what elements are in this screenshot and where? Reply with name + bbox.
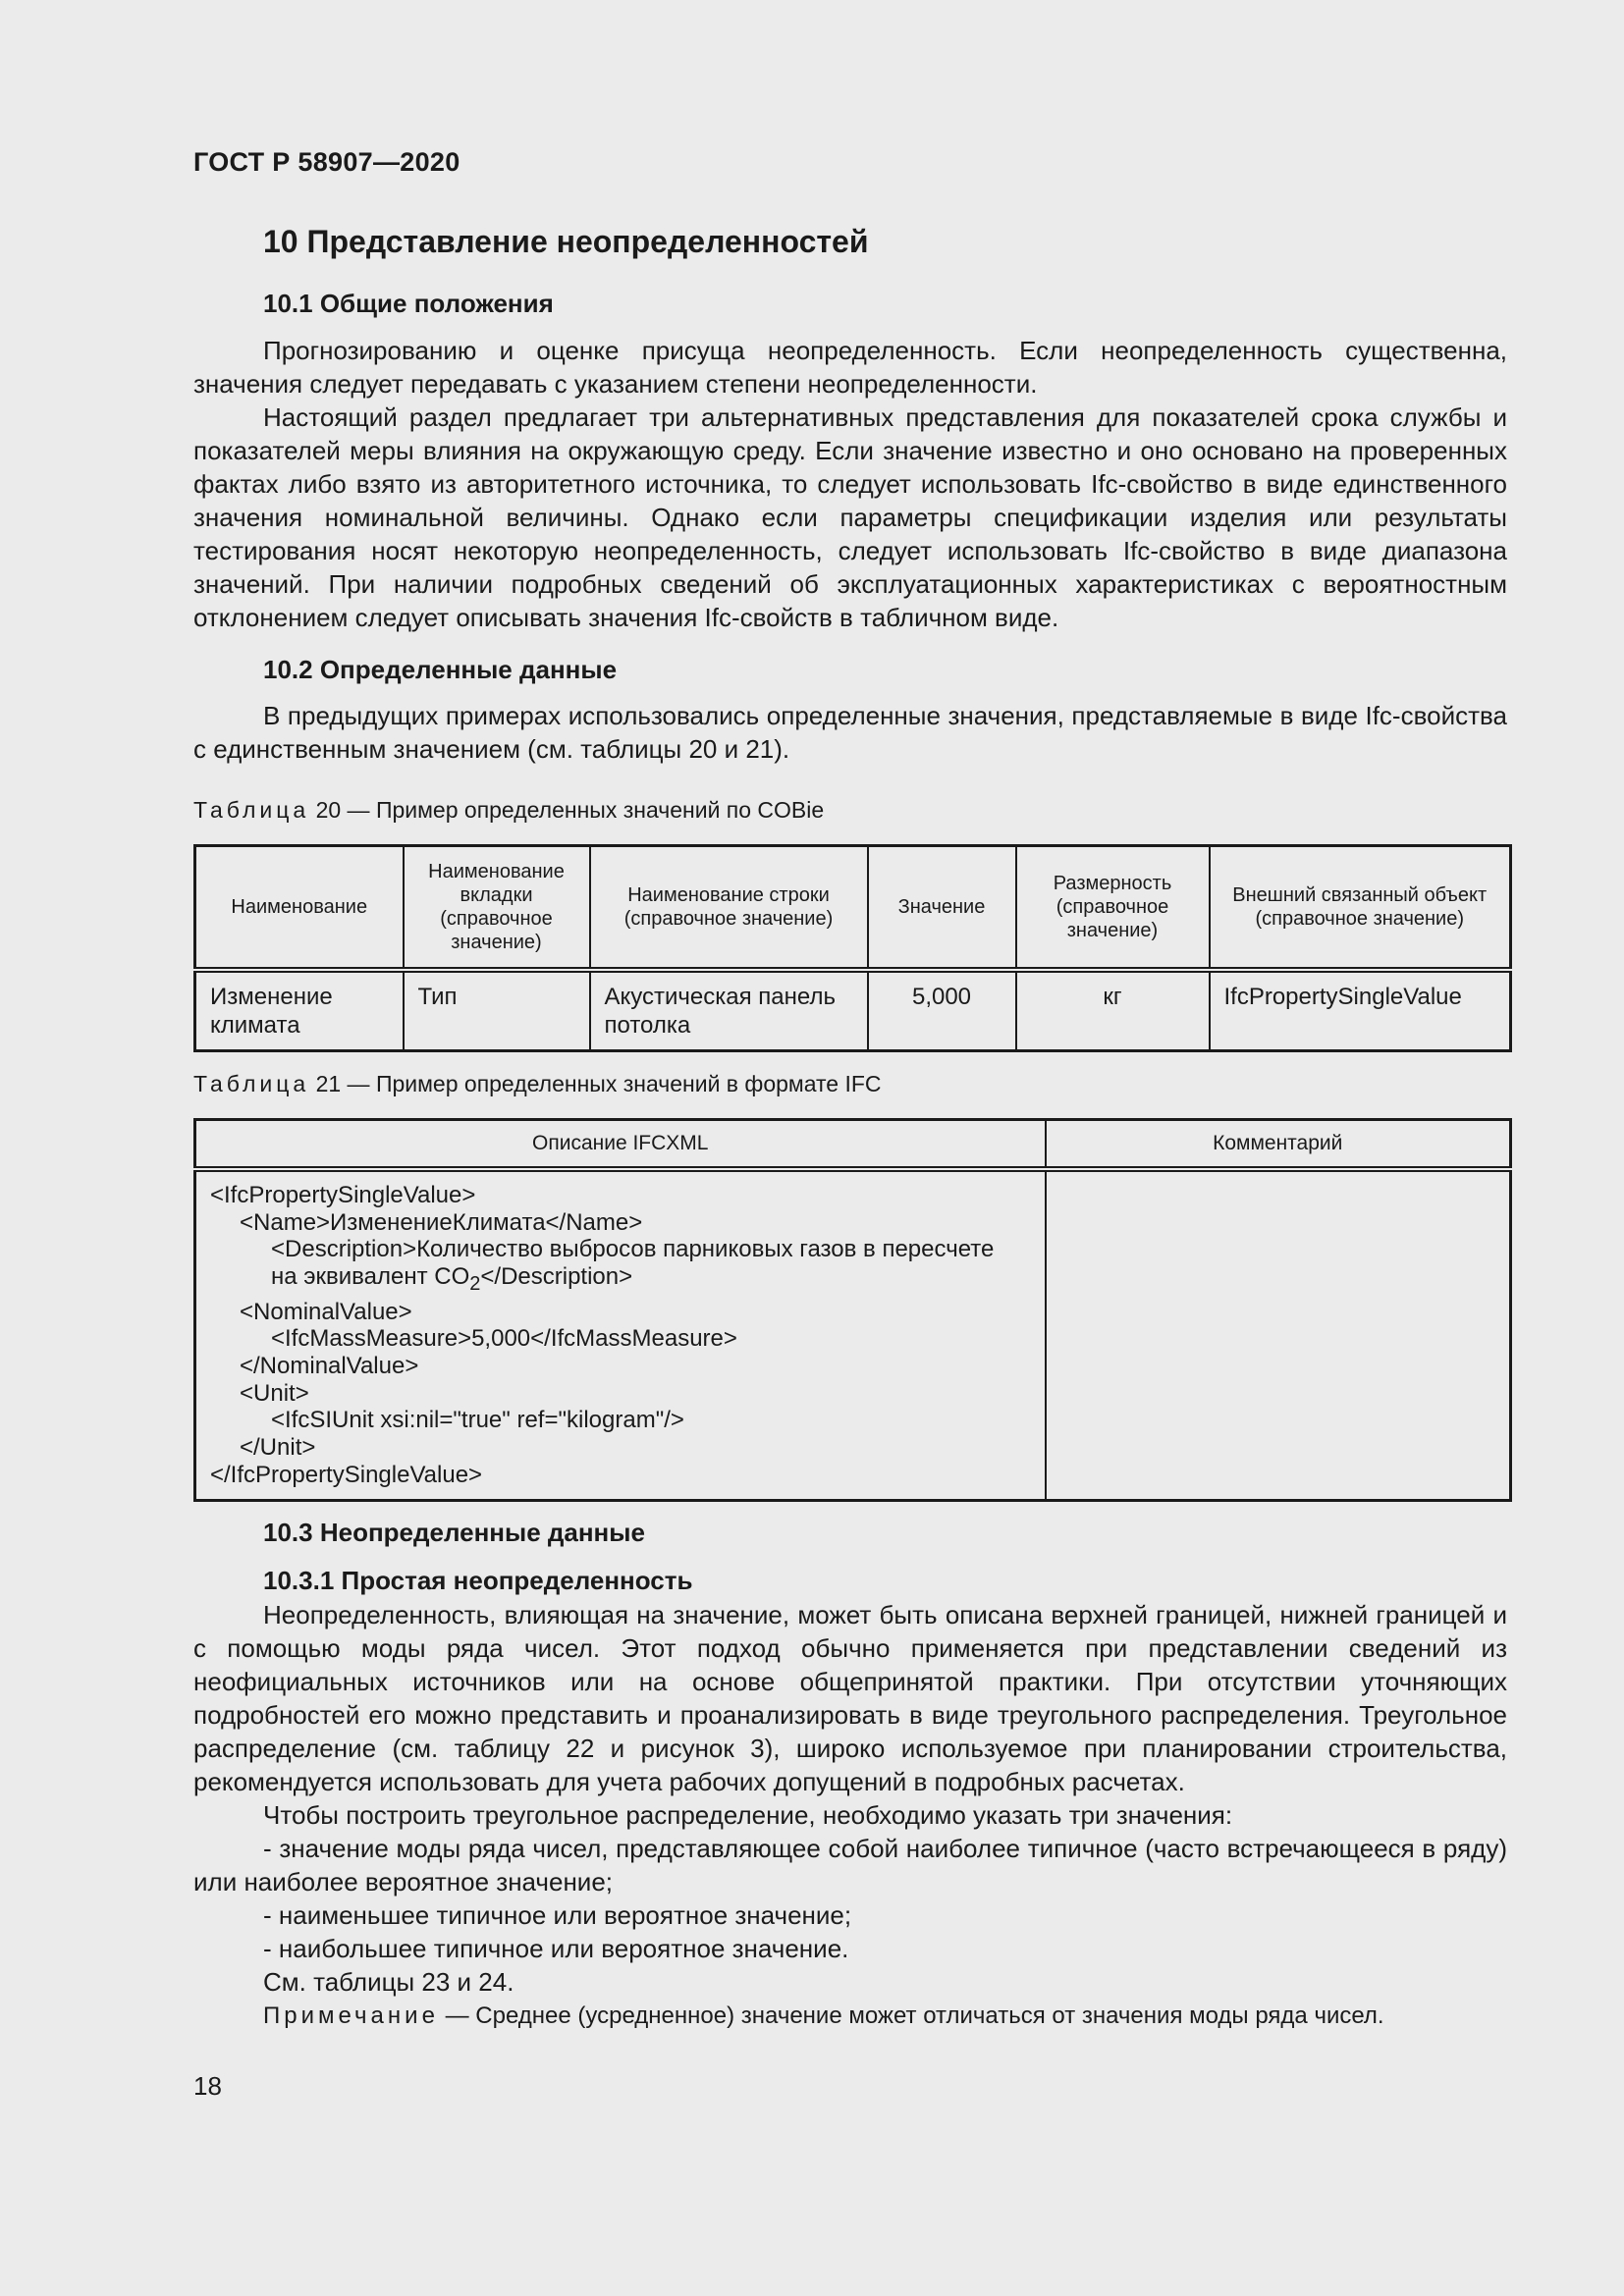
- column-header: Размерность (справочное значение): [1016, 846, 1210, 971]
- column-header: Комментарий: [1046, 1120, 1511, 1170]
- paragraph: См. таблицы 23 и 24.: [263, 1967, 514, 1997]
- list-item: - наибольшее типичное или вероятное значение.: [263, 1934, 849, 1963]
- column-header: Внешний связанный объект (справочное значение): [1210, 846, 1511, 971]
- table-cell: кг: [1016, 970, 1210, 1051]
- xml-line: <NominalValue>: [240, 1298, 412, 1325]
- note: [263, 2002, 1384, 2030]
- xml-line: <IfcPropertySingleValue>: [210, 1182, 476, 1208]
- paragraph: Неопределенность, влияющая на значение, может быть описана верхней границей, нижней границей и с помощью моды ряда чисел. Этот подход обычно применяется при представлении сведений из неофициальных источников или на основе общепринятой практики. При отсутствии уточняющих подробностей его можно представить и проанализировать в виде треугольного распределения. Треугольное распределение (см. таблицу 22 и рисунок 3), широко используемое при планировании строительства, рекомендуется использовать для учета рабочих допущений в подробных расчетах.: [193, 1600, 1507, 1796]
- table-cell: Изменение климата: [195, 970, 404, 1051]
- table-cell: Тип: [404, 970, 590, 1051]
- section-10-3-1-title: 10.3.1 Простая неопределенность: [263, 1566, 693, 1595]
- section-10-1-body: [193, 334, 1507, 634]
- paragraph: Настоящий раздел предлагает три альтернативных представления для показателей срока службы и показателей меры влияния на окружающую среду. Если значение известно и оно основано на проверенных фактах либо взято из авторитетного источника, то следует использовать Ifc-свойство в виде единственного значения номинальной величины. Однако если параметры спецификации изделия или результаты тестирования носят некоторую неопределенность, следует использовать Ifc-свойство в виде диапазона значений. При наличии подробных сведений об эксплуатационных характеристиках с вероятностным отклонением следует описывать значения Ifc-свойств в табличном виде.: [193, 402, 1507, 632]
- xml-description-cell: [195, 1169, 1046, 1500]
- note-label: Примечание: [263, 2002, 439, 2029]
- section-10-3-1-body: [193, 1598, 1507, 1999]
- section-10-2-body: [193, 699, 1507, 766]
- xml-text: </Description>: [480, 1263, 633, 1291]
- table-cell: IfcPropertySingleValue: [1210, 970, 1511, 1051]
- section-10-title: 10 Представление неопределенностей: [263, 224, 869, 259]
- xml-line: <Name>ИзменениеКлимата</Name>: [240, 1208, 643, 1236]
- document-header: ГОСТ Р 58907—2020: [193, 147, 460, 177]
- xml-line: <Description>Количество выбросов парниковых газов в пересчете: [271, 1236, 995, 1263]
- xml-line: [210, 1263, 1031, 1299]
- table-20-caption: [193, 797, 824, 824]
- section-10-1-title: 10.1 Общие положения: [263, 289, 554, 318]
- table-cell: 5,000: [868, 970, 1016, 1051]
- xml-line: <Unit>: [240, 1379, 309, 1407]
- column-header: Наименование вкладки (справочное значение): [404, 846, 590, 971]
- comment-cell: [1046, 1169, 1511, 1500]
- column-header: Значение: [868, 846, 1016, 971]
- table-label: Таблица: [193, 1071, 310, 1096]
- column-header: Наименование: [195, 846, 404, 971]
- table-cell: Акустическая панель потолка: [590, 970, 868, 1051]
- table-label: Таблица: [193, 797, 310, 823]
- table-caption-text: 20 — Пример определенных значений по COBie: [309, 797, 825, 823]
- xml-line: <IfcMassMeasure>5,000</IfcMassMeasure>: [271, 1325, 737, 1353]
- table-21: [193, 1118, 1512, 1502]
- xml-line: </IfcPropertySingleValue>: [210, 1461, 483, 1488]
- paragraph: Прогнозированию и оценке присуща неопределенность. Если неопределенность существенна, значения следует передавать с указанием степени неопределенности.: [193, 336, 1507, 399]
- table-caption-text: 21 — Пример определенных значений в формате IFC: [309, 1071, 882, 1096]
- note-text: — Среднее (усредненное) значение может отличаться от значения моды ряда чисел.: [438, 2002, 1384, 2029]
- table-header-row: [195, 846, 1511, 971]
- column-header: Наименование строки (справочное значение): [590, 846, 868, 971]
- table-row: [195, 970, 1511, 1051]
- table-row: [195, 1169, 1511, 1500]
- paragraph: В предыдущих примерах использовались определенные значения, представляемые в виде Ifc-свойства с единственным значением (см. таблицы 20 и 21).: [193, 701, 1507, 764]
- table-20: [193, 844, 1512, 1052]
- paragraph: Чтобы построить треугольное распределение, необходимо указать три значения:: [263, 1800, 1233, 1830]
- page-number: 18: [193, 2071, 222, 2101]
- subscript: 2: [469, 1272, 481, 1295]
- xml-line: </NominalValue>: [240, 1353, 419, 1380]
- list-item: - наименьшее типичное или вероятное значение;: [263, 1900, 852, 1930]
- section-10-2-title: 10.2 Определенные данные: [263, 655, 618, 684]
- xml-line: </Unit>: [240, 1434, 316, 1462]
- list-item: - значение моды ряда чисел, представляющее собой наиболее типичное (часто встречающееся в ряду) или наиболее вероятное значение;: [193, 1834, 1507, 1896]
- xml-line: <IfcSIUnit xsi:nil="true" ref="kilogram"/>: [271, 1407, 684, 1434]
- table-21-caption: [193, 1071, 882, 1097]
- section-10-3-title: 10.3 Неопределенные данные: [263, 1518, 645, 1547]
- column-header: Описание IFCXML: [195, 1120, 1046, 1170]
- xml-text: на эквивалент CO: [271, 1263, 470, 1291]
- table-header-row: [195, 1120, 1511, 1170]
